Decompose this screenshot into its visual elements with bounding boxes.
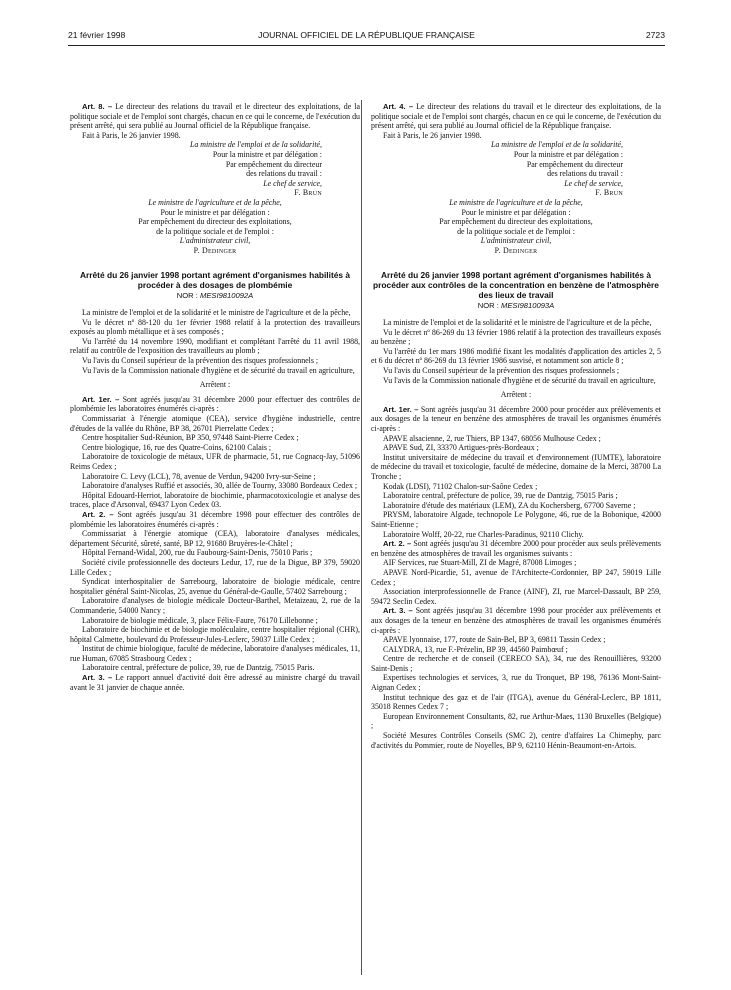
nor-reference: NOR : MESI9810092A bbox=[176, 290, 254, 300]
page-header bbox=[68, 30, 665, 44]
list-item: APAVE Nord-Picardie, 51, avenue de l'Architecte-Cordonnier, BP 247, 59019 Lille Cedex ; bbox=[371, 567, 661, 587]
list-item: AIF Services, rue Stuart-Mill, ZI de Magré, 87008 Limoges ; bbox=[383, 558, 577, 568]
article-2: Art. 2. – Sont agréés jusqu'au 31 décembre 1998 pour effectuer des contrôles de plombémie les laboratoires énumérés ci-après : bbox=[70, 509, 360, 529]
journal-title: JOURNAL OFFICIEL DE LA RÉPUBLIQUE FRANÇAISE bbox=[258, 30, 475, 40]
list-item: Institut de chimie biologique, faculté de médecine, laboratoire d'analyses médicales, 11, rue Human, 67085 Strasbourg Cedex ; bbox=[70, 644, 360, 663]
list-item: Laboratoire de biochimie et de biologie moléculaire, centre hospitalier régional (CHR), hôpital Calmette, boulevard du Professeur-Jules-Leclerc, 59037 Lille Cedex ; bbox=[70, 625, 360, 644]
list-item: Hôpital Edouard-Herriot, laboratoire de biochimie, pharmacotoxicologie et analyse des traces, place d'Arsonval, 69437 Lyon Cedex 03. bbox=[70, 490, 360, 510]
list-item: APAVE alsacienne, 2, rue Thiers, BP 1347, 68056 Mulhouse Cedex ; bbox=[383, 433, 601, 443]
list-item: Kodak (LDSI), 71102 Chalon-sur-Saône Cedex ; bbox=[383, 481, 538, 491]
list-item: Syndicat interhospitalier de Sarrebourg, laboratoire de biologie médicale, centre hospitalier général Saint-Nicolas, 25, avenue du Général-de-Gaulle, 57402 Sarrebourg ; bbox=[70, 577, 360, 596]
arretent: Arrêtent : bbox=[500, 390, 532, 400]
article-8: Art. 8. – Le directeur des relations du travail et le directeur des exploitations, de la politique sociale et de l'emploi sont chargés, chacun en ce qui le concerne, de l'exécution du présent arrêté, qui sera publié au Journal officiel de la République française. bbox=[70, 102, 360, 131]
fait-a-paris: Fait à Paris, le 26 janvier 1998. bbox=[383, 130, 482, 140]
right-column bbox=[371, 102, 661, 750]
list-item: Laboratoire central, préfecture de police, 39, rue de Dantzig, 75015 Paris. bbox=[82, 663, 315, 673]
column-separator bbox=[361, 100, 362, 975]
visa: Vu l'avis du Conseil supérieur de la prévention des risques professionnels ; bbox=[82, 356, 319, 366]
list-item: Commissariat à l'énergie atomique (CEA), laboratoire d'analyses médicales, département Sécurité, sûreté, santé, BP 12, 91680 Bruyères-le-Châtel ; bbox=[70, 529, 360, 548]
visa: Vu le décret nº 88-120 du 1er février 1988 relatif à la protection des travailleurs exposés au plomb métallique et à ses composés ; bbox=[70, 317, 360, 337]
decree-title: Arrêté du 26 janvier 1998 portant agrément d'organismes habilités à procéder à des dosages de plombémie bbox=[79, 269, 351, 290]
list-item: Expertises technologies et services, 3, rue du Tronquet, BP 198, 76136 Mont-Saint-Aignan Cedex ; bbox=[371, 673, 661, 693]
list-item: Société Mesures Contrôles Conseils (SMC 2), centre d'affaires La Chimephy, parc d'activités du Pommier, route de Noyelles, BP 9, 62110 Hénin-Beaumont-en-Artois. bbox=[371, 731, 661, 750]
visa: Vu l'avis du Conseil supérieur de la prévention des risques professionnels ; bbox=[383, 366, 620, 376]
list-item: Laboratoire de biologie médicale, 3, place Félix-Faure, 76170 Lillebonne ; bbox=[82, 615, 318, 625]
header-rule bbox=[68, 45, 665, 46]
signature-block-1: La ministre de l'emploi et de la solidarité, Pour la ministre et par délégation : Par empêchement du directeur des relations du travail : Le chef de service, F. Brun bbox=[490, 140, 623, 198]
list-item: Centre biologique, 16, rue des Quatre-Coins, 62100 Calais ; bbox=[82, 442, 272, 452]
list-item: Commissariat à l'énergie atomique (CEA), service d'hygiène industrielle, centre d'études de la vallée du Rhône, BP 38, 26701 Pierrelatte Cedex ; bbox=[70, 414, 360, 433]
issue-date: 21 février 1998 bbox=[68, 30, 126, 40]
visa: Vu le décret nº 86-269 du 13 février 1986 relatif à la protection des travailleurs exposés au benzène ; bbox=[371, 327, 661, 347]
fait-a-paris: Fait à Paris, le 26 janvier 1998. bbox=[82, 130, 181, 140]
page-number: 2723 bbox=[645, 30, 665, 40]
visa: Vu l'avis de la Commission nationale d'hygiène et de sécurité du travail en agriculture, bbox=[383, 375, 656, 385]
list-item: Laboratoire d'étude des matériaux (LEM), ZA du Kochersberg, 67700 Saverne ; bbox=[383, 500, 636, 510]
article-1: Art. 1er. – Sont agréés jusqu'au 31 décembre 2000 pour procéder aux prélèvements et aux dosages de la teneur en benzène des atmosphères de travail les organismes énumérés ci-après : bbox=[371, 404, 661, 434]
article-3: Art. 3. – Le rapport annuel d'activité doit être adressé au ministre chargé du travail avant le 31 janvier de chaque année. bbox=[70, 673, 361, 692]
visa: Vu l'arrêté du 14 novembre 1990, modifiant et complétant l'arrêté du 11 avril 1988, relatif au contrôle de l'exposition des travailleurs au plomb ; bbox=[70, 336, 360, 356]
visa: La ministre de l'emploi et de la solidarité et le ministre de l'agriculture et de la pêche, bbox=[383, 318, 652, 328]
list-item: Laboratoire d'analyses de biologie médicale Docteur-Barthel, Metaizeau, 2, rue de la Commanderie, 54000 Nancy ; bbox=[70, 596, 360, 615]
signature-block-2: Le ministre de l'agriculture et de la pêche, Pour le ministre et par délégation : Par empêchement du directeur des exploitations, de la politique sociale et de l'emploi : L'administrateur civil, P. Dedinger bbox=[138, 197, 292, 255]
list-item: European Environnement Consultants, 82, rue Arthur-Maes, 1130 Bruxelles (Belgique) ; bbox=[371, 711, 661, 731]
list-item: Institut technique des gaz et de l'air (ITGA), avenue du Général-Leclerc, BP 1811, 35018 Rennes Cedex 7 ; bbox=[371, 692, 661, 712]
visa: Vu l'arrêté du 1er mars 1986 modifié fixant les modalités d'application des articles 2, 5 et 6 du décret nº 86-269 du 13 février 1986 susvisé, et notamment son article 8 ; bbox=[371, 346, 661, 366]
list-item: Centre hospitalier Sud-Réunion, BP 350, 97448 Saint-Pierre Cedex ; bbox=[82, 433, 299, 443]
signature-block-2: Le ministre de l'agriculture et de la pêche, Pour le ministre et par délégation : Par empêchement du directeur des exploitations, de la politique sociale et de l'emploi : L'administrateur civil, P. Dedinger bbox=[439, 197, 593, 255]
list-item: Association interprofessionnelle de France (AINF), ZI, rue Marcel-Dassault, BP 259, 59472 Seclin Cedex. bbox=[371, 587, 661, 606]
list-item: Hôpital Fernand-Widal, 200, rue du Faubourg-Saint-Denis, 75010 Paris ; bbox=[82, 548, 313, 558]
list-item: APAVE Sud, ZI, 33370 Artigues-près-Bordeaux ; bbox=[383, 443, 539, 453]
article-2: Art. 2. – Sont agréés jusqu'au 31 décembre 2000 pour procéder aux seuls prélèvements en benzène des atmosphères de travail les organismes suivants : bbox=[371, 539, 661, 558]
list-item: Laboratoire C. Levy (LCL), 78, avenue de Verdun, 94200 Ivry-sur-Seine ; bbox=[82, 471, 316, 481]
visa: Vu l'avis de la Commission nationale d'hygiène et de sécurité du travail en agriculture, bbox=[82, 365, 355, 375]
list-item: PRYSM, laboratoire Algade, technopole Le Polygone, 46, rue de la Bobonique, 42000 Saint-Etienne ; bbox=[371, 510, 661, 529]
signature-block-1: La ministre de l'emploi et de la solidarité, Pour la ministre et par délégation : Par empêchement du directeur des relations du travail : Le chef de service, F. Brun bbox=[189, 140, 322, 198]
list-item: Société civile professionnelle des docteurs Ledur, 17, rue de la Digue, BP 379, 59020 Lille Cedex ; bbox=[70, 557, 360, 577]
list-item: CALYDRA, 13, rue F.-Prézelin, BP 39, 44560 Paimbœuf ; bbox=[383, 644, 568, 654]
article-4: Art. 4. – Le directeur des relations du travail et le directeur des exploitations, de la politique sociale et de l'emploi sont chargés, chacun en ce qui le concerne, de l'exécution du présent arrêté, qui sera publié au Journal officiel de la République française. bbox=[371, 102, 661, 131]
list-item: Laboratoire Wolff, 20-22, rue Charles-Paradinus, 92110 Clichy. bbox=[383, 529, 584, 539]
left-column bbox=[70, 102, 360, 692]
list-item: Laboratoire de toxicologie de métaux, UFR de pharmacie, 51, rue Cognacq-Jay, 51096 Reims Cedex ; bbox=[70, 452, 360, 471]
list-item: Laboratoire d'analyses Ruffié et associés, 30, allée de Tourny, 33080 Bordeaux Cedex ; bbox=[82, 481, 358, 491]
decree-title: Arrêté du 26 janvier 1998 portant agrément d'organismes habilités à procéder aux contrôles de la concentration en benzène de l'atmosphère des lieux de travail bbox=[373, 269, 659, 300]
nor-reference: NOR : MESI9810093A bbox=[477, 300, 555, 310]
visa: La ministre de l'emploi et de la solidarité et le ministre de l'agriculture et de la pêche, bbox=[82, 308, 351, 318]
article-3: Art. 3. – Sont agréés jusqu'au 31 décembre 1998 pour procéder aux prélèvements et aux dosages de la teneur en benzène des atmosphères de travail les organismes énumérés ci-après : bbox=[371, 606, 661, 635]
list-item: APAVE lyonnaise, 177, route de Sain-Bel, BP 3, 69811 Tassin Cedex ; bbox=[383, 635, 606, 645]
list-item: Laboratoire central, préfecture de police, 39, rue de Dantzig, 75015 Paris ; bbox=[383, 491, 618, 501]
article-1: Art. 1er. – Sont agréés jusqu'au 31 décembre 2000 pour effectuer des contrôles de plombémie les laboratoires énumérés ci-après : bbox=[70, 394, 360, 414]
list-item: Centre de recherche et de conseil (CERECO SA), 34, rue des Renouillières, 93200 Saint-Denis ; bbox=[371, 654, 661, 673]
arretent: Arrêtent : bbox=[199, 380, 231, 390]
list-item: Institut universitaire de médecine du travail et d'environnement (IUMTE), laboratoire de médecine du travail et toxicologie, faculté de médecine, domaine de la Merci, 38700 La Tronche ; bbox=[371, 452, 661, 481]
